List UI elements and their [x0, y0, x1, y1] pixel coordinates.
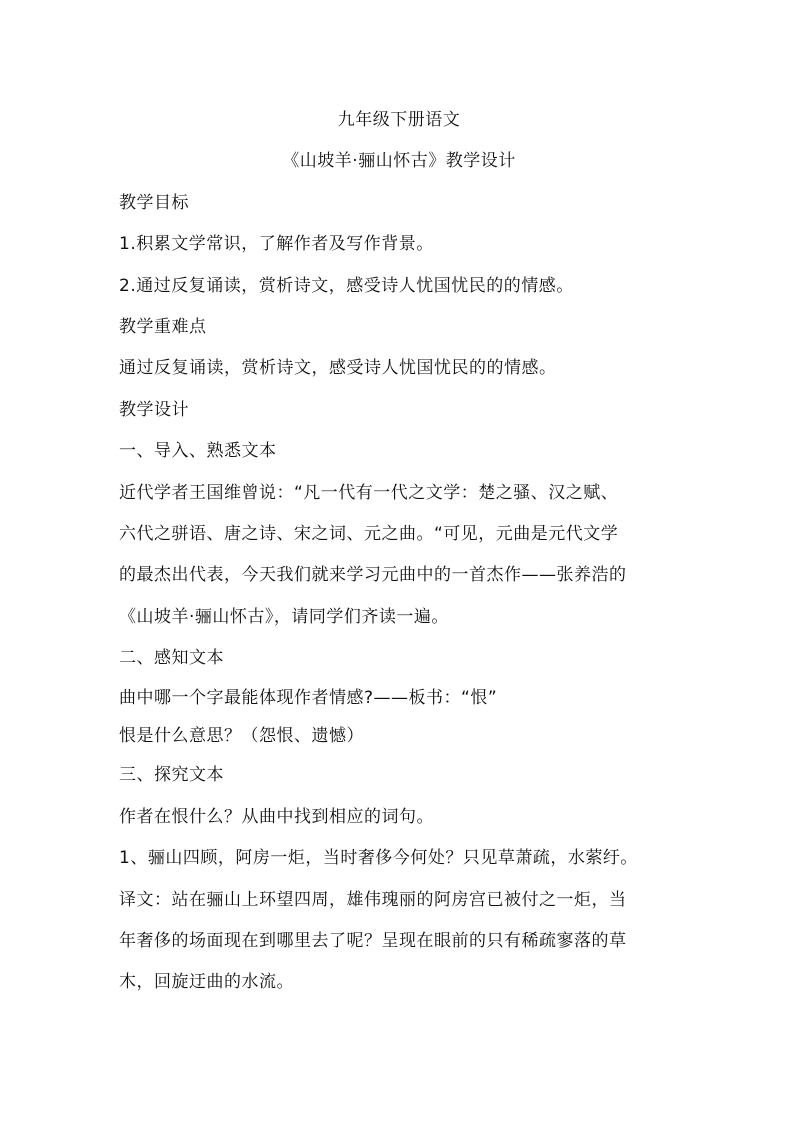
section-heading-teaching-goals: 教学目标	[119, 192, 189, 213]
goal-item-1: 1.积累文学常识，了解作者及写作背景。	[119, 234, 434, 255]
section-heading-teaching-design: 教学设计	[119, 399, 189, 420]
document-title: 九年级下册语文	[337, 110, 461, 130]
document-subtitle: 《山坡羊·骊山怀古》教学设计	[282, 151, 516, 172]
subsection-heading-perceive: 二、感知文本	[119, 648, 224, 669]
paragraph-line: 1、骊山四顾，阿房一炬，当时奢侈今何处？只见草萧疏，水萦纡。	[119, 848, 638, 869]
paragraph-line: 译文：站在骊山上环望四周，雄伟瑰丽的阿房宫已被付之一炬，当	[119, 889, 627, 910]
paragraph-line: 曲中哪一个字最能体现作者情感?——板书：“恨”	[119, 688, 498, 709]
paragraph-line: 年奢侈的场面现在到哪里去了呢？呈现在眼前的只有稀疏寥落的草	[119, 931, 627, 952]
subsection-heading-intro: 一、导入、熟悉文本	[119, 441, 277, 462]
paragraph-line: 的最杰出代表，今天我们就来学习元曲中的一首杰作——张养浩的	[119, 565, 627, 586]
document-body	[119, 100, 679, 1004]
paragraph-line: 近代学者王国维曾说：“凡一代有一代之文学：楚之骚、汉之赋、	[119, 482, 619, 503]
paragraph-line: 恨是什么意思？（怨恨、遗憾）	[119, 726, 364, 747]
key-points-text: 通过反复诵读，赏析诗文，感受诗人忧国忧民的的情感。	[119, 358, 557, 379]
goal-item-2: 2.通过反复诵读，赏析诗文，感受诗人忧国忧民的的情感。	[119, 275, 574, 296]
paragraph-line: 《山坡羊·骊山怀古》，请同学们齐读一遍。	[119, 606, 449, 627]
paragraph-line: 作者在恨什么？从曲中找到相应的词句。	[119, 806, 434, 827]
subsection-heading-explore: 三、探究文本	[119, 765, 224, 786]
paragraph-line: 木，回旋迂曲的水流。	[119, 972, 294, 993]
paragraph-line: 六代之骈语、唐之诗、宋之词、元之曲。“可见，元曲是元代文学	[119, 523, 619, 544]
section-heading-key-points: 教学重难点	[119, 316, 207, 337]
